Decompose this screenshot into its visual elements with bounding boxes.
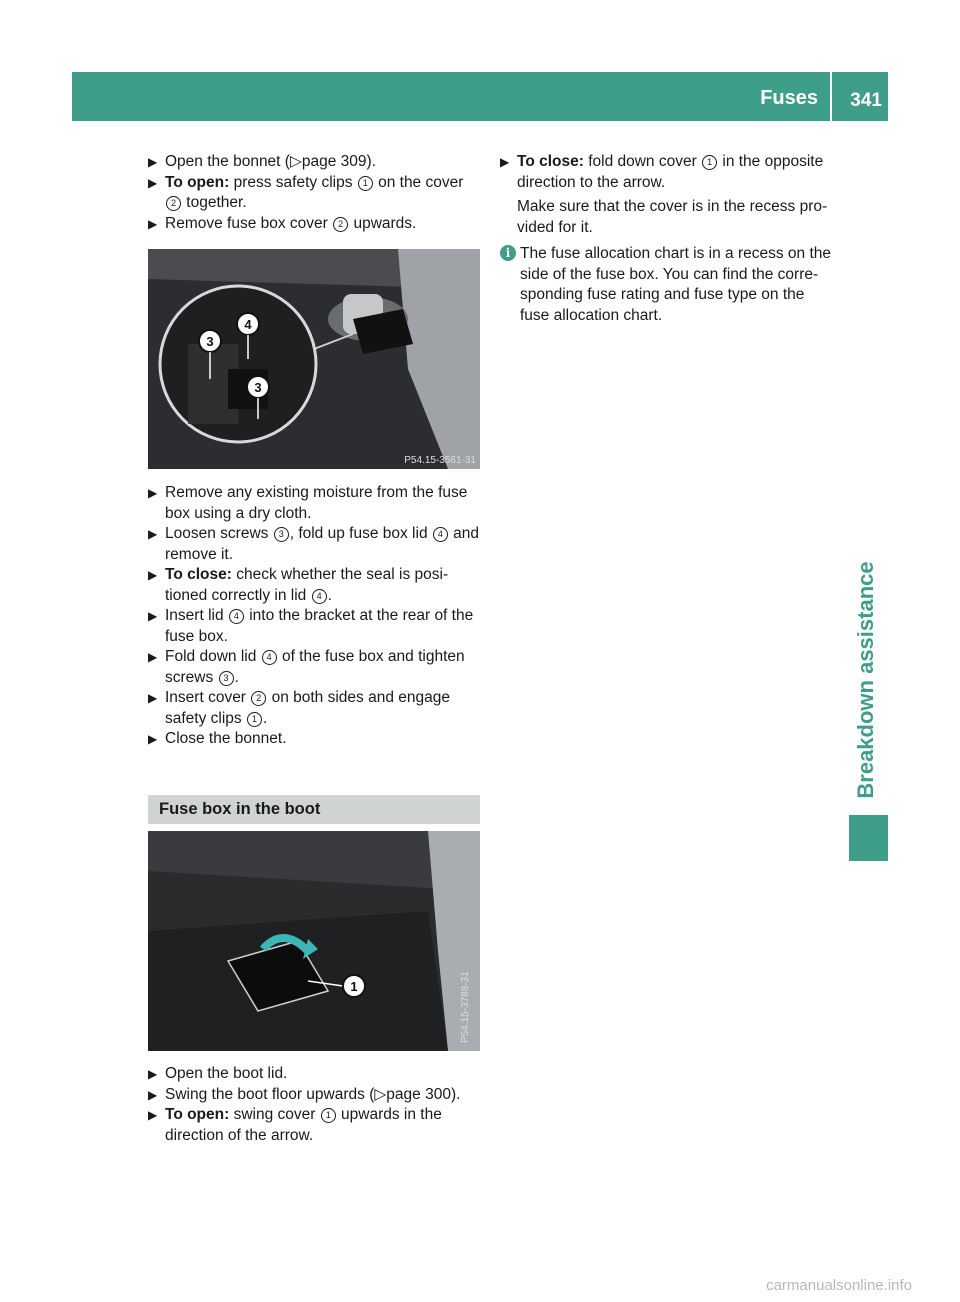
page-ref-icon: ▷ bbox=[374, 1085, 387, 1103]
left-steps-mid bbox=[148, 483, 482, 750]
step-arrow-icon: ▶ bbox=[148, 155, 158, 169]
photo1-code: P54.15-3561-31 bbox=[404, 455, 476, 466]
step-to-close-cover: ▶ To close: fold down cover 1 in the opposite direction to the arrow. Make sure that the cover is in the recess provided for it. bbox=[500, 152, 835, 238]
section-heading: Fuse box in the boot bbox=[148, 795, 480, 824]
callout-1: 1 bbox=[321, 1108, 336, 1123]
step-arrow-icon: ▶ bbox=[148, 216, 158, 231]
callout-2: 2 bbox=[333, 217, 348, 232]
photo-callout-3b: 3 bbox=[254, 380, 262, 395]
step-arrow-icon: ▶ bbox=[148, 527, 158, 541]
step-to-close-seal: ▶ To close: check whether the seal is positioned correctly in lid 4 . bbox=[148, 566, 449, 604]
step-arrow-icon: ▶ bbox=[148, 568, 158, 582]
step-insert-cover: ▶ Insert cover 2 on both sides and engage safety clips 1 . bbox=[148, 689, 450, 727]
photo-callout-4: 4 bbox=[244, 317, 252, 332]
step-arrow-icon: ▶ bbox=[148, 650, 158, 664]
callout-2: 2 bbox=[166, 196, 181, 211]
left-steps-bottom bbox=[148, 1064, 482, 1146]
step-arrow-icon: ▶ bbox=[148, 732, 158, 746]
step-fold-down-lid: ▶ Fold down lid 4 of the fuse box and tighten screws 3 . bbox=[148, 648, 465, 686]
info-note: i The fuse allocation chart is in a recess on the side of the fuse box. You can find the corresponding fuse rating and fuse type on the fuse allocation chart. bbox=[500, 244, 835, 326]
boot-fusebox-photo bbox=[148, 831, 480, 1051]
chapter-label-text: Breakdown assistance bbox=[852, 561, 878, 799]
chapter-side-label bbox=[844, 555, 888, 805]
step-arrow-icon: ▶ bbox=[148, 486, 158, 500]
engine-fusebox-photo bbox=[148, 249, 480, 469]
callout-3: 3 bbox=[274, 527, 289, 542]
step-arrow-icon: ▶ bbox=[148, 609, 158, 623]
recess-note: Make sure that the cover is in the recess provided for it. bbox=[517, 198, 828, 236]
photo2-code: P54.15-3788-31 bbox=[460, 971, 471, 1043]
step-open-bonnet: ▶ Open the bonnet (▷page 309). bbox=[148, 152, 482, 173]
step-swing-boot-floor: ▶ Swing the boot floor upwards (▷page 300). bbox=[148, 1085, 482, 1106]
step-arrow-icon: ▶ bbox=[148, 1108, 158, 1122]
step-arrow-icon: ▶ bbox=[148, 1067, 158, 1081]
callout-4: 4 bbox=[433, 527, 448, 542]
step-to-open: ▶ To open: press safety clips 1 on the cover 2 together. bbox=[148, 173, 464, 211]
callout-3: 3 bbox=[219, 671, 234, 686]
step-open-boot-lid: ▶ Open the boot lid. bbox=[148, 1064, 482, 1085]
callout-1: 1 bbox=[702, 155, 717, 170]
step-arrow-icon: ▶ bbox=[500, 155, 510, 169]
step-arrow-icon: ▶ bbox=[148, 175, 158, 190]
page-ref-link[interactable]: page 309). bbox=[301, 153, 377, 170]
info-icon: i bbox=[500, 245, 516, 261]
callout-2: 2 bbox=[251, 691, 266, 706]
page-ref-link[interactable]: page 300). bbox=[386, 1085, 461, 1103]
step-arrow-icon: ▶ bbox=[148, 691, 158, 705]
callout-1: 1 bbox=[358, 176, 373, 191]
callout-4: 4 bbox=[312, 589, 327, 604]
step-remove-cover: ▶ Remove fuse box cover 2 upwards. bbox=[148, 214, 482, 235]
step-to-open-cover: ▶ To open: swing cover 1 upwards in the direction of the arrow. bbox=[148, 1106, 442, 1144]
photo-callout-1: 1 bbox=[350, 979, 358, 994]
step-arrow-icon: ▶ bbox=[148, 1087, 158, 1102]
page-number: 341 bbox=[850, 90, 882, 111]
watermark: carmanualsonline.info bbox=[766, 1276, 912, 1294]
step-close-bonnet: ▶ Close the bonnet. bbox=[148, 729, 482, 750]
engine-bay-illustration bbox=[148, 249, 480, 469]
page-ref-icon: ▷ bbox=[289, 153, 302, 170]
right-column bbox=[500, 152, 835, 326]
header-divider bbox=[830, 72, 832, 121]
step-remove-moisture: ▶ Remove any existing moisture from the fuse box using a dry cloth. bbox=[148, 484, 468, 522]
left-steps-top bbox=[148, 152, 482, 234]
step-insert-lid: ▶ Insert lid 4 into the bracket at the rear of the fuse box. bbox=[148, 607, 474, 645]
chapter-marker bbox=[849, 815, 888, 861]
photo-callout-3a: 3 bbox=[206, 334, 214, 349]
callout-1: 1 bbox=[247, 712, 262, 727]
callout-4: 4 bbox=[229, 609, 244, 624]
callout-4: 4 bbox=[262, 650, 277, 665]
page-title: Fuses bbox=[760, 87, 818, 109]
boot-illustration bbox=[148, 831, 480, 1051]
step-loosen-screws: ▶ Loosen screws 3 , fold up fuse box lid 4 and remove it. bbox=[148, 525, 480, 563]
page-header bbox=[72, 72, 888, 121]
